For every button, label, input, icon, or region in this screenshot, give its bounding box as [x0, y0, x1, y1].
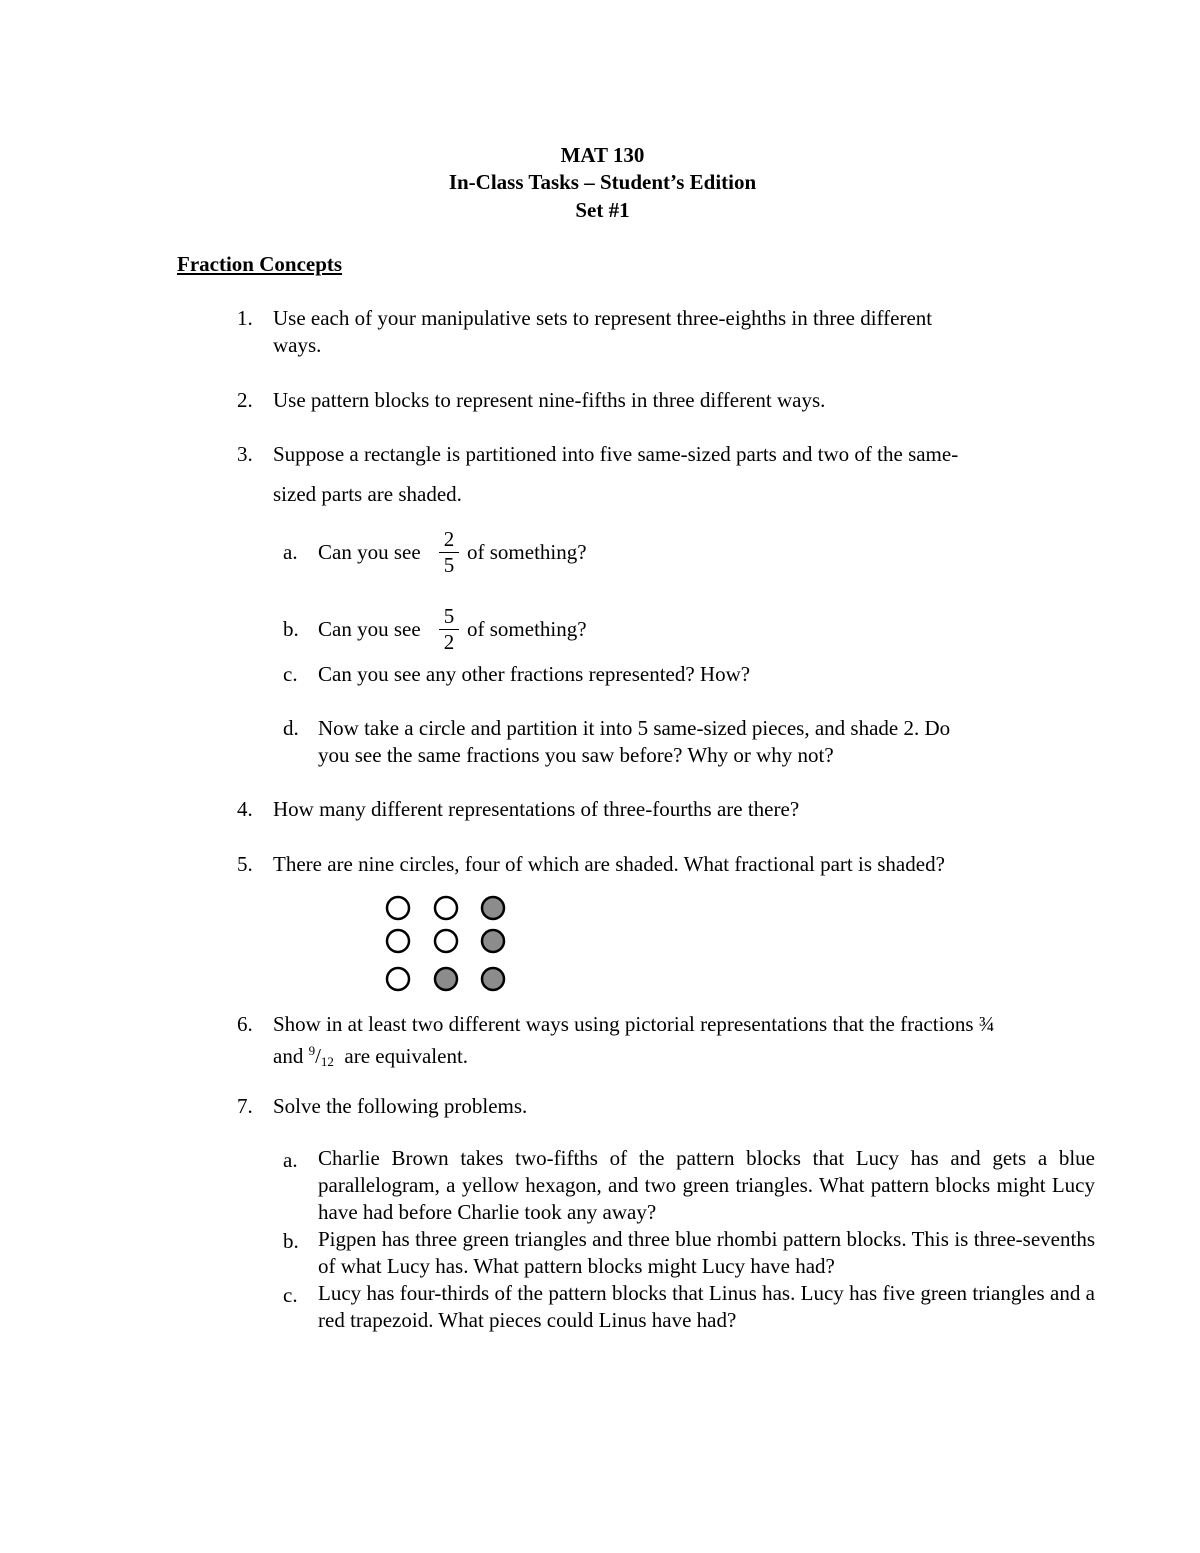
- fraction-numerator: 2: [439, 526, 459, 553]
- course-title: MAT 130: [560, 143, 645, 167]
- fraction-slash: /: [315, 1044, 321, 1068]
- q2-text: Use pattern blocks to represent nine-fifths in three different ways.: [273, 388, 826, 412]
- shaded-circle: [482, 930, 504, 952]
- fraction-five-halves: [439, 603, 459, 654]
- q6-number: 6.: [237, 1012, 253, 1036]
- q7a-label: a.: [283, 1148, 298, 1172]
- q3a-label: a.: [283, 540, 298, 564]
- q3a-text-pre: Can you see: [318, 540, 421, 564]
- fraction-two-fifths: [439, 526, 459, 577]
- fraction-denominator: 12: [320, 1054, 334, 1069]
- document-title: In-Class Tasks – Student’s Edition: [448, 170, 757, 194]
- q3d-text-cont: you see the same fractions you saw before? Why or why not?: [318, 743, 834, 767]
- q4-number: 4.: [237, 797, 253, 821]
- q3b-text-pre: Can you see: [318, 617, 421, 641]
- q3d-label: d.: [283, 716, 299, 740]
- q1-text: Use each of your manipulative sets to represent three-eighths in three different: [273, 306, 933, 330]
- q7-text: Solve the following problems.: [273, 1094, 528, 1118]
- unshaded-circle: [387, 930, 409, 952]
- q6-text-cont: [273, 1039, 468, 1074]
- q1-text-cont: ways.: [273, 333, 322, 357]
- shaded-circle: [435, 968, 457, 990]
- unshaded-circle: [387, 968, 409, 990]
- q3c-label: c.: [283, 662, 298, 686]
- fraction-numerator: 5: [439, 603, 459, 630]
- unshaded-circle: [435, 930, 457, 952]
- shaded-circle: [482, 968, 504, 990]
- q6-text: Show in at least two different ways using pictorial representations that the fractions ¾: [273, 1012, 995, 1036]
- q5-text: There are nine circles, four of which are shaded. What fractional part is shaded?: [273, 852, 945, 876]
- unshaded-circle: [435, 897, 457, 919]
- q3b-label: b.: [283, 617, 299, 641]
- circles-figure: [370, 890, 520, 1000]
- set-title: Set #1: [575, 198, 630, 222]
- q2-number: 2.: [237, 388, 253, 412]
- q3-text-cont: sized parts are shaded.: [273, 482, 462, 506]
- q3d-text: Now take a circle and partition it into 5 same-sized pieces, and shade 2. Do: [318, 716, 951, 740]
- q3-number: 3.: [237, 442, 253, 466]
- fraction-denominator: 5: [443, 553, 455, 577]
- q5-number: 5.: [237, 852, 253, 876]
- section-heading: Fraction Concepts: [177, 252, 343, 276]
- shaded-circle: [482, 897, 504, 919]
- q3b-text-post: of something?: [467, 617, 587, 641]
- q7b-text: Pigpen has three green triangles and three blue rhombi pattern blocks. This is three-sevenths of what Lucy has. What pattern blocks might Lucy have had?: [318, 1227, 1095, 1278]
- q3c-text: Can you see any other fractions represented? How?: [318, 662, 751, 686]
- fraction-denominator: 2: [443, 630, 455, 654]
- q7b-label: b.: [283, 1229, 299, 1253]
- q1-number: 1.: [237, 306, 253, 330]
- fraction-numerator: 9: [308, 1043, 316, 1058]
- q7c-text: Lucy has four-thirds of the pattern blocks that Linus has. Lucy has five green triangles and a red trapezoid. What pieces could Linus have had?: [318, 1281, 1095, 1332]
- q4-text: How many different representations of three-fourths are there?: [273, 797, 800, 821]
- unshaded-circle: [387, 897, 409, 919]
- q7a-text: Charlie Brown takes two-fifths of the pattern blocks that Lucy has and gets a blue parallelogram, a yellow hexagon, and two green triangles. What pattern blocks might Lucy have had before Charlie took any away?: [318, 1146, 1095, 1224]
- q3a-text-post: of something?: [467, 540, 587, 564]
- q7-number: 7.: [237, 1094, 253, 1118]
- q7c-label: c.: [283, 1283, 298, 1307]
- q3-text: Suppose a rectangle is partitioned into five same-sized parts and two of the same-: [273, 442, 959, 466]
- q6-rest: are equivalent.: [344, 1044, 469, 1068]
- q6-and: and: [273, 1044, 304, 1068]
